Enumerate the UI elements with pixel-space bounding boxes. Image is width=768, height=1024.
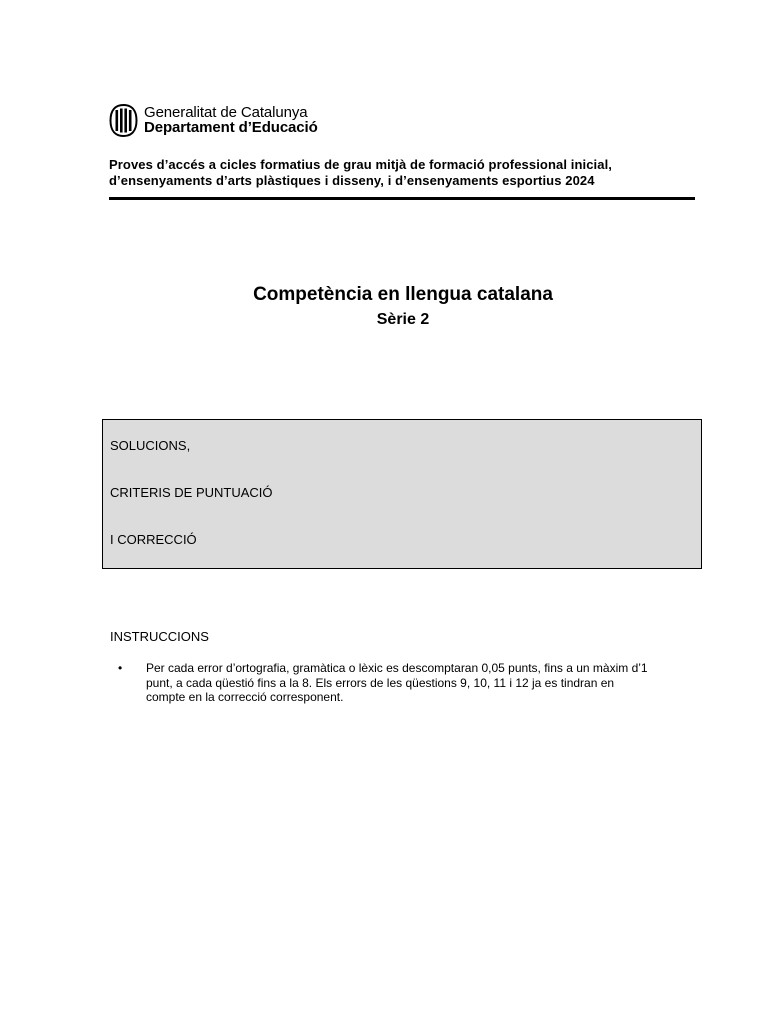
- header-title-line: Proves d’accés a cicles formatius de grau mitjà de formació professional inicial,: [109, 157, 613, 172]
- exam-header-title: [109, 157, 699, 189]
- header-divider: [109, 197, 695, 200]
- instruction-text: [146, 661, 696, 705]
- instruction-text-line: punt, a cada qüestió fins a la 8. Els errors de les qüestions 9, 10, 11 i 12 ja es tindran en: [146, 675, 615, 690]
- solutions-box: [102, 419, 702, 569]
- document-title: Competència en llengua catalana: [253, 284, 553, 305]
- bullet-icon: •: [118, 661, 123, 675]
- solutions-box-line: I CORRECCIÓ: [110, 532, 197, 547]
- logo-org-name: Generalitat de Catalunya: [144, 104, 308, 121]
- generalitat-emblem-icon: [109, 104, 138, 137]
- instruction-text-line: compte en la correcció corresponent.: [146, 690, 344, 704]
- header-title-line: d’ensenyaments d’arts plàstiques i disseny, i d’ensenyaments esportius 2024: [109, 173, 595, 188]
- solutions-box-line: SOLUCIONS,: [110, 438, 191, 453]
- solutions-box-line: CRITERIS DE PUNTUACIÓ: [110, 485, 273, 500]
- instruction-text-line: Per cada error d’ortografia, gramàtica o lèxic es descomptaran 0,05 punts, fins a un màxim d’1: [146, 661, 648, 675]
- document-series: Sèrie 2: [376, 311, 430, 328]
- logo-department-name: Departament d’Educació: [144, 119, 318, 136]
- generalitat-logo: [109, 102, 318, 138]
- instructions-heading: INSTRUCCIONS: [110, 629, 209, 644]
